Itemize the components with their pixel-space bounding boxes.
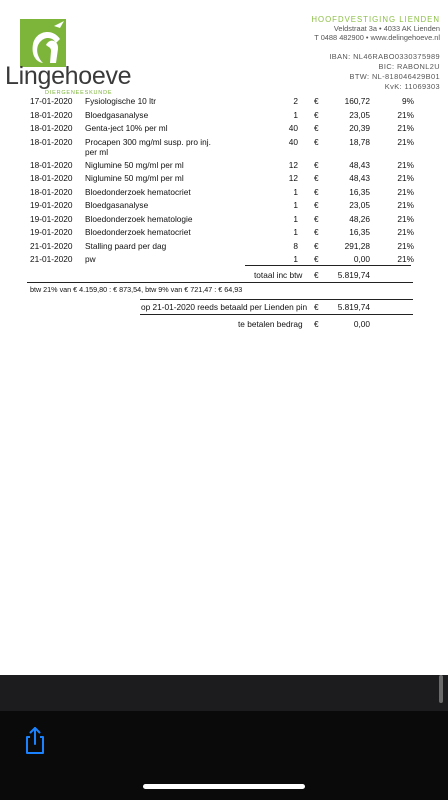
row-description: Fysiologische 10 ltr (85, 96, 157, 106)
row-description: Bloedonderzoek hematologie (85, 213, 193, 224)
vat-divider (27, 282, 413, 283)
logo-mark (20, 19, 66, 67)
table-row (0, 108, 448, 122)
row-description: Bloedonderzoek hematocriet (85, 186, 191, 197)
share-button[interactable] (18, 724, 52, 758)
row-date: 19-01-2020 (30, 213, 73, 224)
paid-label: op 21-01-2020 reeds betaald per Lienden pin (141, 302, 308, 312)
horse-head-icon (20, 19, 66, 67)
row-description: pw (85, 254, 96, 264)
row-quantity: 1 (293, 109, 298, 120)
row-quantity: 1 (293, 186, 298, 197)
row-amount: 18,78 (349, 136, 370, 147)
row-date: 18-01-2020 (30, 109, 73, 120)
row-vat: 21% (397, 159, 414, 170)
hq-label: HOOFDVESTIGING LIENDEN (311, 15, 440, 24)
row-vat: 21% (397, 136, 414, 147)
row-amount: 23,05 (349, 109, 370, 120)
company-address (311, 15, 440, 43)
row-currency: € (314, 200, 319, 210)
row-description: Niglumine 50 mg/ml per ml (85, 173, 184, 183)
logo-name: Lingehoeve (5, 62, 132, 90)
table-row (0, 239, 448, 253)
row-description: Bloedgasanalyse (85, 200, 149, 210)
bic: BIC: RABONL2U (378, 62, 440, 71)
row-description: Bloedonderzoek hematocriet (85, 227, 191, 237)
row-amount: 16,35 (349, 227, 370, 237)
row-quantity: 1 (293, 254, 298, 264)
row-currency: € (314, 159, 319, 170)
row-vat: 21% (397, 186, 414, 197)
table-row (0, 121, 448, 135)
row-vat: 21% (397, 227, 414, 237)
company-logo (0, 14, 132, 98)
due-amount: 0,00 (353, 319, 370, 329)
table-row (0, 225, 448, 239)
row-amount: 291,28 (344, 240, 370, 251)
row-amount: 23,05 (349, 200, 370, 210)
row-quantity: 1 (293, 200, 298, 210)
row-quantity: 1 (293, 227, 298, 237)
share-icon (18, 724, 52, 758)
row-date: 21-01-2020 (30, 254, 73, 264)
row-quantity: 40 (288, 123, 298, 133)
table-row (0, 135, 448, 158)
row-date: 19-01-2020 (30, 200, 73, 210)
row-date: 17-01-2020 (30, 96, 73, 106)
table-row (0, 198, 448, 212)
row-currency: € (314, 96, 319, 106)
row-vat: 9% (402, 96, 414, 106)
table-row (0, 158, 448, 172)
row-date: 18-01-2020 (30, 186, 73, 197)
paid-divider (140, 299, 413, 300)
row-vat: 21% (397, 123, 414, 133)
iban: IBAN: NL46RABO0330375989 (329, 52, 440, 61)
table-row (0, 212, 448, 226)
row-amount: 0,00 (353, 254, 370, 264)
logo-subtitle: DIERGENEESKUNDE (45, 90, 113, 96)
row-date: 19-01-2020 (30, 227, 73, 237)
row-amount: 16,35 (349, 186, 370, 197)
row-quantity: 8 (293, 240, 298, 251)
row-description: Genta-ject 10% per ml (85, 123, 168, 133)
row-date: 18-01-2020 (30, 173, 73, 183)
row-amount: 48,26 (349, 213, 370, 224)
table-row (0, 252, 448, 266)
row-currency: € (314, 123, 319, 133)
row-quantity: 12 (288, 173, 298, 183)
contact-line: T 0488 482900 • www.delingehoeve.nl (314, 33, 440, 43)
vat-summary: btw 21% van € 4.159,80 : € 873,54, btw 9% van € 721,47 : € 64,93 (30, 285, 243, 294)
row-date: 18-01-2020 (30, 123, 73, 133)
total-label: totaal inc btw (254, 270, 303, 280)
paid-euro: € (314, 302, 319, 312)
row-description: Niglumine 50 mg/ml per ml (85, 159, 184, 170)
row-quantity: 1 (293, 213, 298, 224)
total-euro: € (314, 270, 319, 280)
due-divider (140, 314, 413, 315)
bank-details (329, 52, 440, 92)
toolbar-top-strip (0, 675, 448, 711)
row-amount: 20,39 (349, 123, 370, 133)
row-vat: 21% (397, 240, 414, 251)
row-currency: € (314, 240, 319, 251)
row-quantity: 40 (288, 136, 298, 147)
due-label: te betalen bedrag (238, 319, 303, 329)
row-amount: 48,43 (349, 173, 370, 183)
row-description: Stalling paard per dag (85, 240, 167, 251)
row-vat: 21% (397, 109, 414, 120)
table-row (0, 94, 448, 108)
kvk-number: KvK: 11069303 (384, 82, 440, 91)
row-date: 18-01-2020 (30, 136, 73, 147)
row-vat: 21% (397, 173, 414, 183)
row-currency: € (314, 227, 319, 237)
home-indicator[interactable] (143, 784, 305, 789)
row-currency: € (314, 109, 319, 120)
address-line: Veldstraat 3a • 4033 AK Lienden (333, 24, 440, 34)
paid-amount: 5.819,74 (337, 302, 370, 312)
row-description: Bloedgasanalyse (85, 109, 149, 120)
row-currency: € (314, 173, 319, 183)
row-amount: 160,72 (344, 96, 370, 106)
row-date: 18-01-2020 (30, 159, 73, 170)
bottom-toolbar (0, 675, 448, 800)
row-currency: € (314, 186, 319, 197)
due-euro: € (314, 319, 319, 329)
row-currency: € (314, 213, 319, 224)
row-vat: 21% (397, 254, 414, 264)
row-quantity: 2 (293, 96, 298, 106)
row-vat: 21% (397, 213, 414, 224)
row-amount: 48,43 (349, 159, 370, 170)
row-currency: € (314, 136, 319, 147)
btw-number: BTW: NL-818046429B01 (349, 72, 440, 81)
invoice-lines (0, 94, 448, 266)
total-amount: 5.819,74 (337, 270, 370, 280)
row-quantity: 12 (288, 159, 298, 170)
scrollbar-thumb[interactable] (439, 675, 443, 703)
row-vat: 21% (397, 200, 414, 210)
row-currency: € (314, 254, 319, 264)
row-description: Procapen 300 mg/ml susp. pro inj. per ml (85, 136, 211, 157)
row-date: 21-01-2020 (30, 240, 73, 251)
table-row (0, 185, 448, 199)
table-row (0, 171, 448, 185)
total-divider (245, 265, 411, 266)
